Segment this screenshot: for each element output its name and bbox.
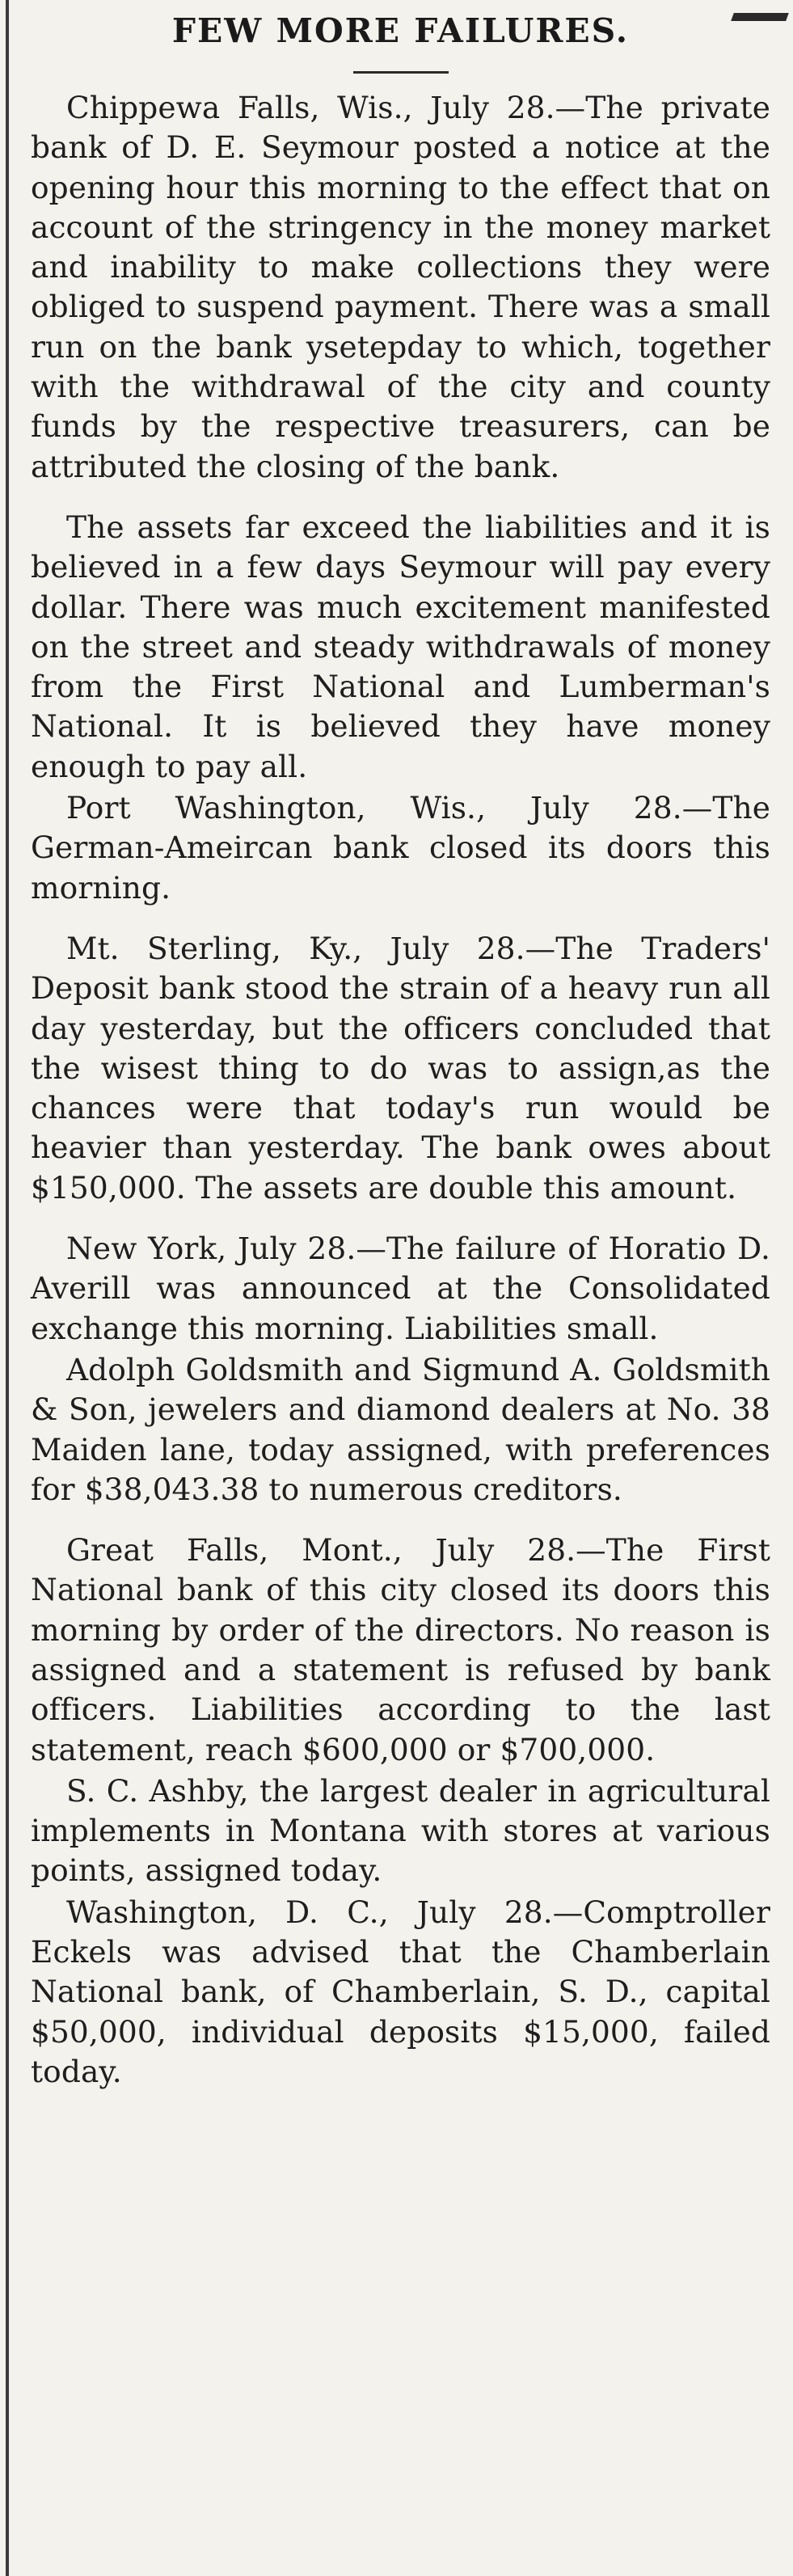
article-headline: FEW MORE FAILURES. xyxy=(171,11,630,50)
paragraph-new-york: New York, July 28.—The failure of Horatio D. Averill was announced at the Consolidated exchange this morning. Liabilities small. xyxy=(31,1231,770,1346)
column-divider xyxy=(6,0,9,2576)
article-column xyxy=(31,6,770,2092)
paragraph-washington: Washington, D. C., July 28.—Comptroller Eckels was advised that the Chamberlain National bank, of Chamberlain, S. D., capital $50,000, individual deposits $15,000, failed today. xyxy=(31,1894,770,2089)
paragraph-assets: The assets far exceed the liabilities and it is believed in a few days Seymour will pay every dollar. There was much excitement manifested on the street and steady withdrawals of money from the First National and Lumberman's National. It is believed they have money enough to pay all. xyxy=(31,509,770,784)
paragraph-goldsmith: Adolph Goldsmith and Sigmund A. Goldsmith & Son, jewelers and diamond dealers at No. 38 Maiden lane, today assigned, with preferences for $38,043.38 to numerous creditors. xyxy=(31,1351,770,1507)
paragraph-great-falls: Great Falls, Mont., July 28.—The First National bank of this city closed its doors this morning by order of the directors. No reason is assigned and a statement is refused by bank officers. Liabilities according to the last statement, reach $600,000 or $700,000. xyxy=(31,1532,770,1767)
paragraph-ashby: S. C. Ashby, the largest dealer in agricultural implements in Montana with stores at various points, assigned today. xyxy=(31,1772,770,1889)
paragraph-mt-sterling: Mt. Sterling, Ky., July 28.—The Traders' Deposit bank stood the strain of a heavy run all day yesterday, but the officers concluded that the wisest thing to do was to assign,as the chances were that today's run would be heavier than yesterday. The bank owes about $150,000. The assets are double this amount. xyxy=(31,930,770,1206)
headline-rule xyxy=(353,71,449,74)
paragraph-chippewa-falls: Chippewa Falls, Wis., July 28.—The private bank of D. E. Seymour posted a notice at the opening hour this morning to the effect that on account of the stringency in the money market and inability to make collections they were obliged to suspend payment. There was a small run on the bank ysetерday to which, together with the withdrawal of the city and county funds by the respective treasurers, can be attributed the closing of the bank. xyxy=(31,90,770,484)
paragraph-port-washington: Port Washington, Wis., July 28.—The German-Ameircan bank closed its doors this morning. xyxy=(31,790,770,906)
